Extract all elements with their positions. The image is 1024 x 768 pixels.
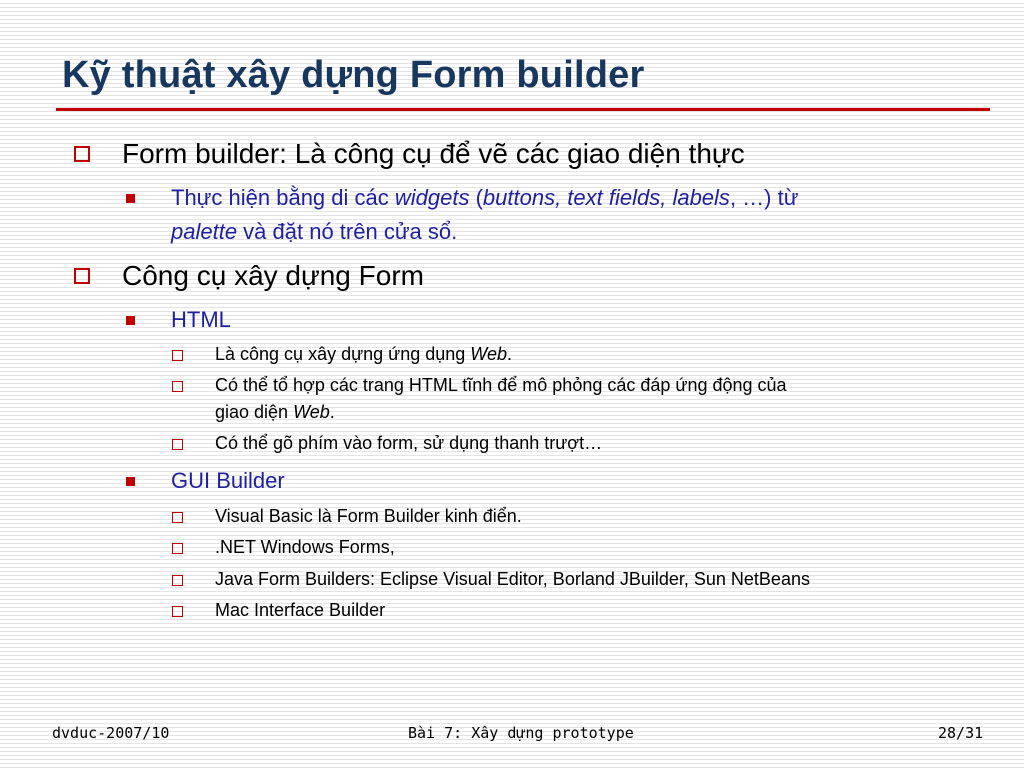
footer-left: dvduc-2007/10 [52,724,170,742]
filled-square-bullet-icon [126,316,135,325]
emphasis-web: Web [470,344,507,364]
hollow-square-bullet-icon [172,606,183,617]
filled-square-bullet-icon [126,477,135,486]
list-item-html-1 [215,342,512,367]
hollow-square-bullet-icon [172,381,183,392]
list-item-gui-2: .NET Windows Forms, [215,537,395,557]
text-fragment: . [506,344,512,364]
emphasis-palette: palette [171,219,238,244]
emphasis-widget-types: buttons, text fields, labels [482,185,730,210]
sub-bullet-html: HTML [171,307,231,332]
text-fragment: và đặt nó trên cửa sổ. [237,219,458,244]
bullet-form-tools: Công cụ xây dựng Form [122,260,424,291]
text-fragment: Thực hiện bằng di các [171,185,395,210]
filled-square-bullet-icon [126,194,135,203]
text-fragment: Là công cụ xây dựng ứng dụng [215,344,471,364]
footer-page-number: 28/31 [938,724,984,742]
hollow-square-bullet-icon [74,268,90,284]
text-fragment: , …) từ [729,185,799,210]
text-fragment: . [329,402,335,422]
hollow-square-bullet-icon [172,512,183,523]
list-item-gui-4: Mac Interface Builder [215,600,386,620]
text-fragment: ( [469,185,483,210]
bullet-form-builder: Form builder: Là công cụ để vẽ các giao diện thực [122,138,745,169]
hollow-square-bullet-icon [74,146,90,162]
hollow-square-bullet-icon [172,439,183,450]
list-item-gui-3: Java Form Builders: Eclipse Visual Editor, Borland JBuilder, Sun NetBeans [215,569,810,589]
hollow-square-bullet-icon [172,543,183,554]
hollow-square-bullet-icon [172,350,183,361]
title-divider [56,108,990,111]
emphasis-widgets: widgets [394,185,470,210]
emphasis-web: Web [293,402,330,422]
sub-bullet-widgets-line1 [171,181,798,215]
hollow-square-bullet-icon [172,575,183,586]
text-fragment: giao diện [215,402,294,422]
list-item-html-3: Có thể gõ phím vào form, sử dụng thanh trượt… [215,433,603,453]
slide-title: Kỹ thuật xây dựng Form builder [62,54,645,96]
list-item-html-2-line1: Có thể tổ hợp các trang HTML tĩnh để mô phỏng các đáp ứng động của [215,375,787,395]
sub-bullet-gui-builder: GUI Builder [171,468,285,493]
sub-bullet-widgets-line2 [171,215,457,249]
footer-center: Bài 7: Xây dựng prototype [408,724,634,742]
list-item-html-2-line2 [215,400,335,425]
list-item-gui-1: Visual Basic là Form Builder kinh điển. [215,506,522,526]
